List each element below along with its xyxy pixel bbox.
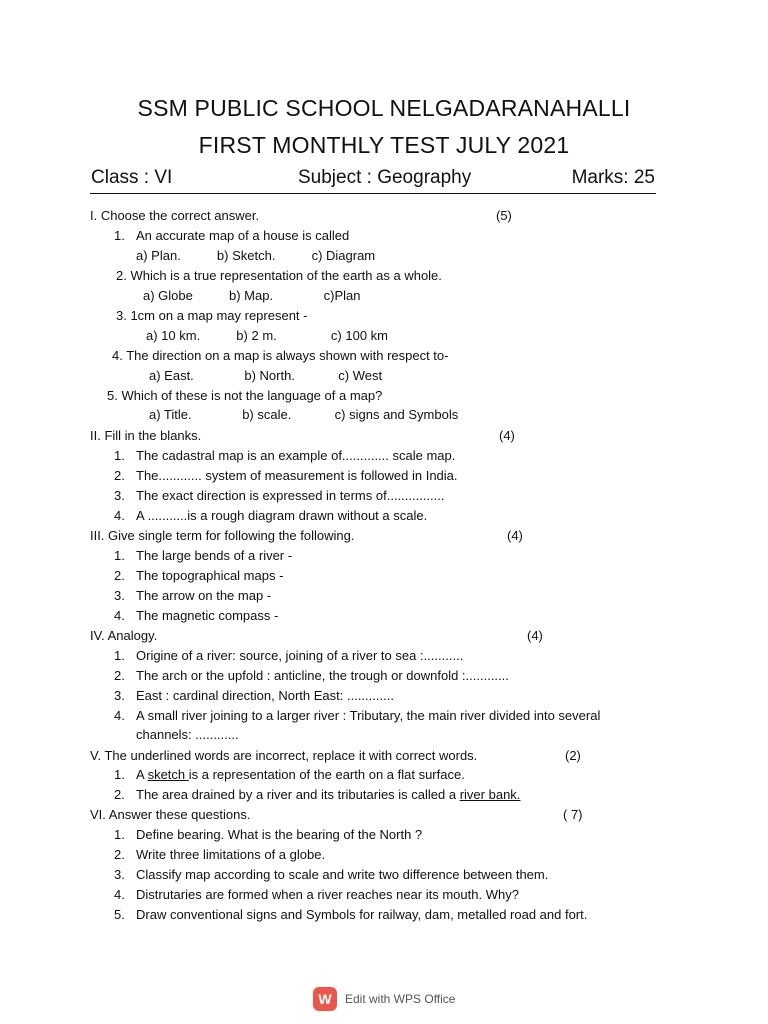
q3-text: 3. 1cm on a map may represent -	[116, 308, 308, 323]
q5-options: a) Title. b) scale. c) signs and Symbols	[149, 407, 459, 422]
test-title: FIRST MONTHLY TEST JULY 2021	[198, 132, 570, 158]
list-number: 4.	[114, 887, 125, 902]
list-item	[136, 767, 465, 783]
list-item: Distrutaries are formed when a river reaches near its mouth. Why?	[136, 887, 519, 902]
q3-options: a) 10 km. b) 2 m. c) 100 km	[146, 328, 389, 343]
subject-label: Subject : Geography	[298, 167, 472, 188]
list-item: Classify map according to scale and write two difference between them.	[136, 867, 549, 882]
list-number: 2.	[114, 668, 125, 683]
school-name: SSM PUBLIC SCHOOL NELGADARANAHALLI	[137, 95, 631, 121]
list-number: 2.	[114, 787, 125, 802]
class-label: Class : VI	[91, 167, 173, 188]
list-number: 3.	[114, 867, 125, 882]
section-1-heading: I. Choose the correct answer.	[90, 208, 260, 223]
list-item: The cadastral map is an example of............. scale map.	[136, 448, 456, 463]
list-number: 5.	[114, 907, 125, 922]
list-item-continuation: channels: ............	[136, 727, 239, 742]
list-item: The arrow on the map -	[136, 588, 272, 603]
list-item: Write three limitations of a globe.	[136, 847, 326, 862]
q2-text: 2. Which is a true representation of the earth as a whole.	[116, 268, 442, 283]
text-segment: is a representation of the earth on a flat surface.	[188, 767, 465, 782]
list-number: 4.	[114, 708, 125, 723]
q2-options: a) Globe b) Map. c)Plan	[143, 288, 361, 303]
wps-edit-text: Edit with WPS Office	[345, 992, 456, 1006]
list-item	[136, 787, 520, 803]
list-item: East : cardinal direction, North East: .............	[136, 688, 394, 703]
text-segment: A	[136, 767, 148, 782]
list-item: The............ system of measurement is followed in India.	[136, 468, 458, 483]
underlined-word: river bank.	[459, 787, 521, 802]
section-3-heading: III. Give single term for following the following.	[90, 528, 355, 543]
section-2-heading: II. Fill in the blanks.	[90, 428, 202, 443]
list-item: Define bearing. What is the bearing of the North ?	[136, 827, 423, 842]
list-number: 4.	[114, 508, 125, 523]
list-item: The arch or the upfold : anticline, the trough or downfold :............	[136, 668, 509, 683]
list-item: Origine of a river: source, joining of a river to sea :...........	[136, 648, 464, 663]
list-number: 2.	[114, 468, 125, 483]
wps-logo-icon: W	[313, 987, 337, 1011]
q4-text: 4. The direction on a map is always shown with respect to-	[112, 348, 449, 363]
section-3-marks: (4)	[507, 528, 523, 543]
text-segment: The area drained by a river and its tributaries is called a	[136, 787, 460, 802]
total-marks: Marks: 25	[571, 167, 655, 188]
list-number: 3.	[114, 688, 125, 703]
q5-text: 5. Which of these is not the language of a map?	[107, 388, 383, 403]
list-item: A small river joining to a larger river : Tributary, the main river divided into several	[136, 708, 601, 723]
list-number: 1.	[114, 767, 125, 782]
list-number: 3.	[114, 588, 125, 603]
q4-options: a) East. b) North. c) West	[149, 368, 383, 383]
list-number: 1.	[114, 448, 125, 463]
list-number: 1.	[114, 548, 125, 563]
list-number: 1.	[114, 827, 125, 842]
list-number: 4.	[114, 608, 125, 623]
list-item: A ...........is a rough diagram drawn without a scale.	[136, 508, 428, 523]
section-4-marks: (4)	[527, 628, 543, 643]
list-number: 1.	[114, 648, 125, 663]
list-item: The exact direction is expressed in terms of................	[136, 488, 445, 503]
q1-number: 1.	[114, 228, 125, 243]
section-2-marks: (4)	[499, 428, 515, 443]
wps-watermark[interactable]	[313, 986, 455, 1012]
list-item: The large bends of a river -	[136, 548, 293, 563]
list-number: 3.	[114, 488, 125, 503]
list-item: The magnetic compass -	[136, 608, 279, 623]
section-5-marks: (2)	[565, 748, 581, 763]
q1-options: a) Plan. b) Sketch. c) Diagram	[136, 248, 376, 263]
list-item: Draw conventional signs and Symbols for railway, dam, metalled road and fort.	[136, 907, 588, 922]
list-number: 2.	[114, 847, 125, 862]
list-number: 2.	[114, 568, 125, 583]
class-subject-marks-line	[90, 167, 656, 194]
section-5-heading: V. The underlined words are incorrect, replace it with correct words.	[90, 748, 478, 763]
list-item: The topographical maps -	[136, 568, 284, 583]
section-6-marks: ( 7)	[563, 807, 583, 822]
section-4-heading: IV. Analogy.	[90, 628, 158, 643]
section-6-heading: VI. Answer these questions.	[90, 807, 251, 822]
q1-text: An accurate map of a house is called	[136, 228, 350, 243]
section-1-marks: (5)	[496, 208, 512, 223]
underlined-word: sketch	[147, 767, 189, 782]
